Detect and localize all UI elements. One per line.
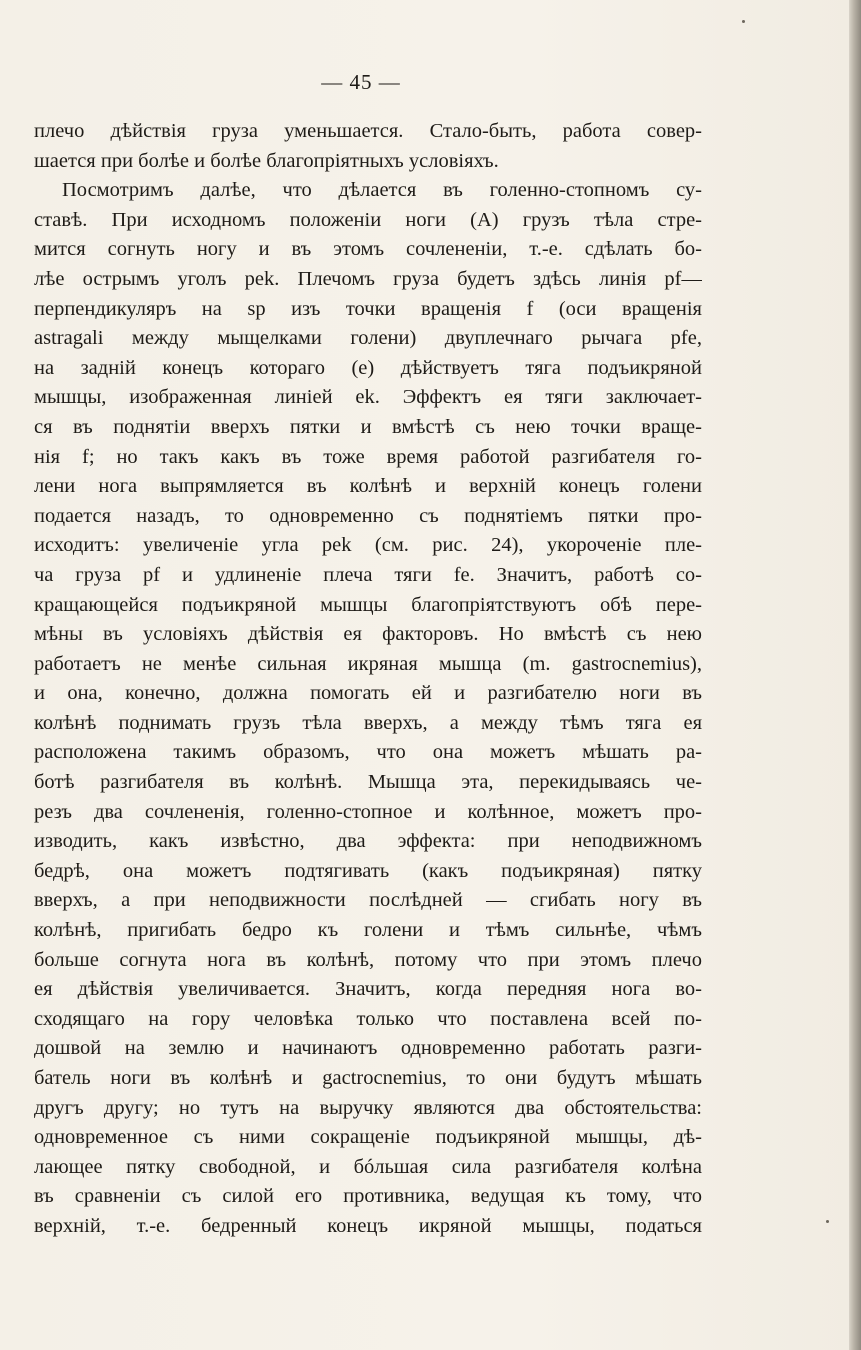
text-line: Посмотримъ далѣе, что дѣлается въ голенно-стопномъ су- (62, 179, 702, 202)
text-line: лающее пятку свободной, и бóльшая сила разгибателя колѣна (34, 1155, 702, 1178)
text-line: расположена такимъ образомъ, что она можетъ мѣшать ра- (34, 741, 702, 764)
text-line: на задній конецъ котораго (e) дѣйствуетъ тяга подъикряной (34, 356, 702, 379)
text-line: лени нога выпрямляется въ колѣнѣ и верхній конецъ голени (34, 475, 702, 498)
text-line: мышцы, изображенная линіей ek. Эффектъ ея тяги заключает- (34, 386, 702, 409)
text-line: нія f; но такъ какъ въ тоже время работой разгибателя го- (34, 445, 702, 468)
text-line: одновременное съ ними сокращеніе подъикряной мышцы, дѣ- (34, 1126, 702, 1149)
text-line: колѣнѣ, пригибать бедро къ голени и тѣмъ сильнѣе, чѣмъ (34, 919, 702, 942)
text-line: перпендикуляръ на sp изъ точки вращенія f (оси вращенія (34, 297, 702, 320)
text-line: ея дѣйствія увеличивается. Значитъ, когда передняя нога во- (34, 978, 702, 1001)
paper-speck (742, 20, 745, 23)
text-line: astragali между мыщелками голени) двуплечнаго рычага pfe, (34, 327, 702, 350)
text-line: мѣны въ условіяхъ дѣйствія ея факторовъ. Но вмѣстѣ съ нею (34, 623, 702, 646)
paper-speck (826, 1220, 829, 1223)
text-line: сходящаго на гору человѣка только что поставлена всей по- (34, 1007, 702, 1030)
text-line: резъ два сочлененія, голенно-стопное и колѣнное, можетъ про- (34, 800, 702, 823)
text-line: мится согнуть ногу и въ этомъ сочлененіи, т.-е. сдѣлать бо- (34, 238, 702, 261)
text-line: ся въ поднятіи вверхъ пятки и вмѣстѣ съ нею точки враще- (34, 415, 702, 438)
page-number: — 45 — (321, 70, 401, 94)
text-line: батель ноги въ колѣнѣ и gactrocnemius, то они будутъ мѣшать (34, 1067, 702, 1089)
text-line: кращающейся подъикряной мышцы благопріятствуютъ обѣ пере- (34, 593, 702, 616)
text-line: верхній, т.-е. бедренный конецъ икряной мышцы, податься (34, 1214, 702, 1237)
text-line: больше согнута нога въ колѣнѣ, потому что при этомъ плечо (34, 948, 702, 971)
text-line: дошвой на землю и начинаютъ одновременно работать разги- (34, 1037, 702, 1060)
text-line: и она, конечно, должна помогать ей и разгибателю ноги въ (34, 682, 702, 705)
text-line: подается назадъ, то одновременно съ поднятіемъ пятки про- (34, 504, 702, 527)
text-line: шается при болѣе и болѣе благопріятныхъ условіяхъ. (34, 149, 499, 172)
body-text (34, 117, 702, 1242)
text-line: исходитъ: увеличеніе угла pek (см. рис. 24), укороченіе пле- (34, 534, 702, 557)
text-line: изводить, какъ извѣстно, два эффекта: при неподвижномъ (34, 830, 702, 853)
text-line: въ сравненіи съ силой его противника, ведущая къ тому, что (34, 1185, 702, 1208)
text-line: работаетъ не менѣе сильная икряная мышца (m. gastrocnemius), (34, 652, 702, 675)
page-edge-shadow (849, 0, 861, 1350)
text-line: ботѣ разгибателя въ колѣнѣ. Мышца эта, перекидываясь че- (34, 771, 702, 794)
text-line: вверхъ, а при неподвижности послѣдней — сгибать ногу въ (34, 889, 702, 912)
text-line: бедрѣ, она можетъ подтягивать (какъ подъикряная) пятку (34, 859, 702, 882)
text-line: лѣе острымъ уголъ pek. Плечомъ груза будетъ здѣсь линія pf— (34, 267, 702, 290)
text-line: ставѣ. При исходномъ положеніи ноги (A) грузъ тѣла стре- (34, 208, 702, 231)
text-line: ча груза pf и удлиненіе плеча тяги fe. Значитъ, работѣ со- (34, 563, 702, 586)
text-line: плечо дѣйствія груза уменьшается. Стало-быть, работа совер- (34, 120, 702, 142)
text-line: другъ другу; но тутъ на выручку являются два обстоятельства: (34, 1096, 702, 1119)
text-line: колѣнѣ поднимать грузъ тѣла вверхъ, а между тѣмъ тяга ея (34, 711, 702, 734)
